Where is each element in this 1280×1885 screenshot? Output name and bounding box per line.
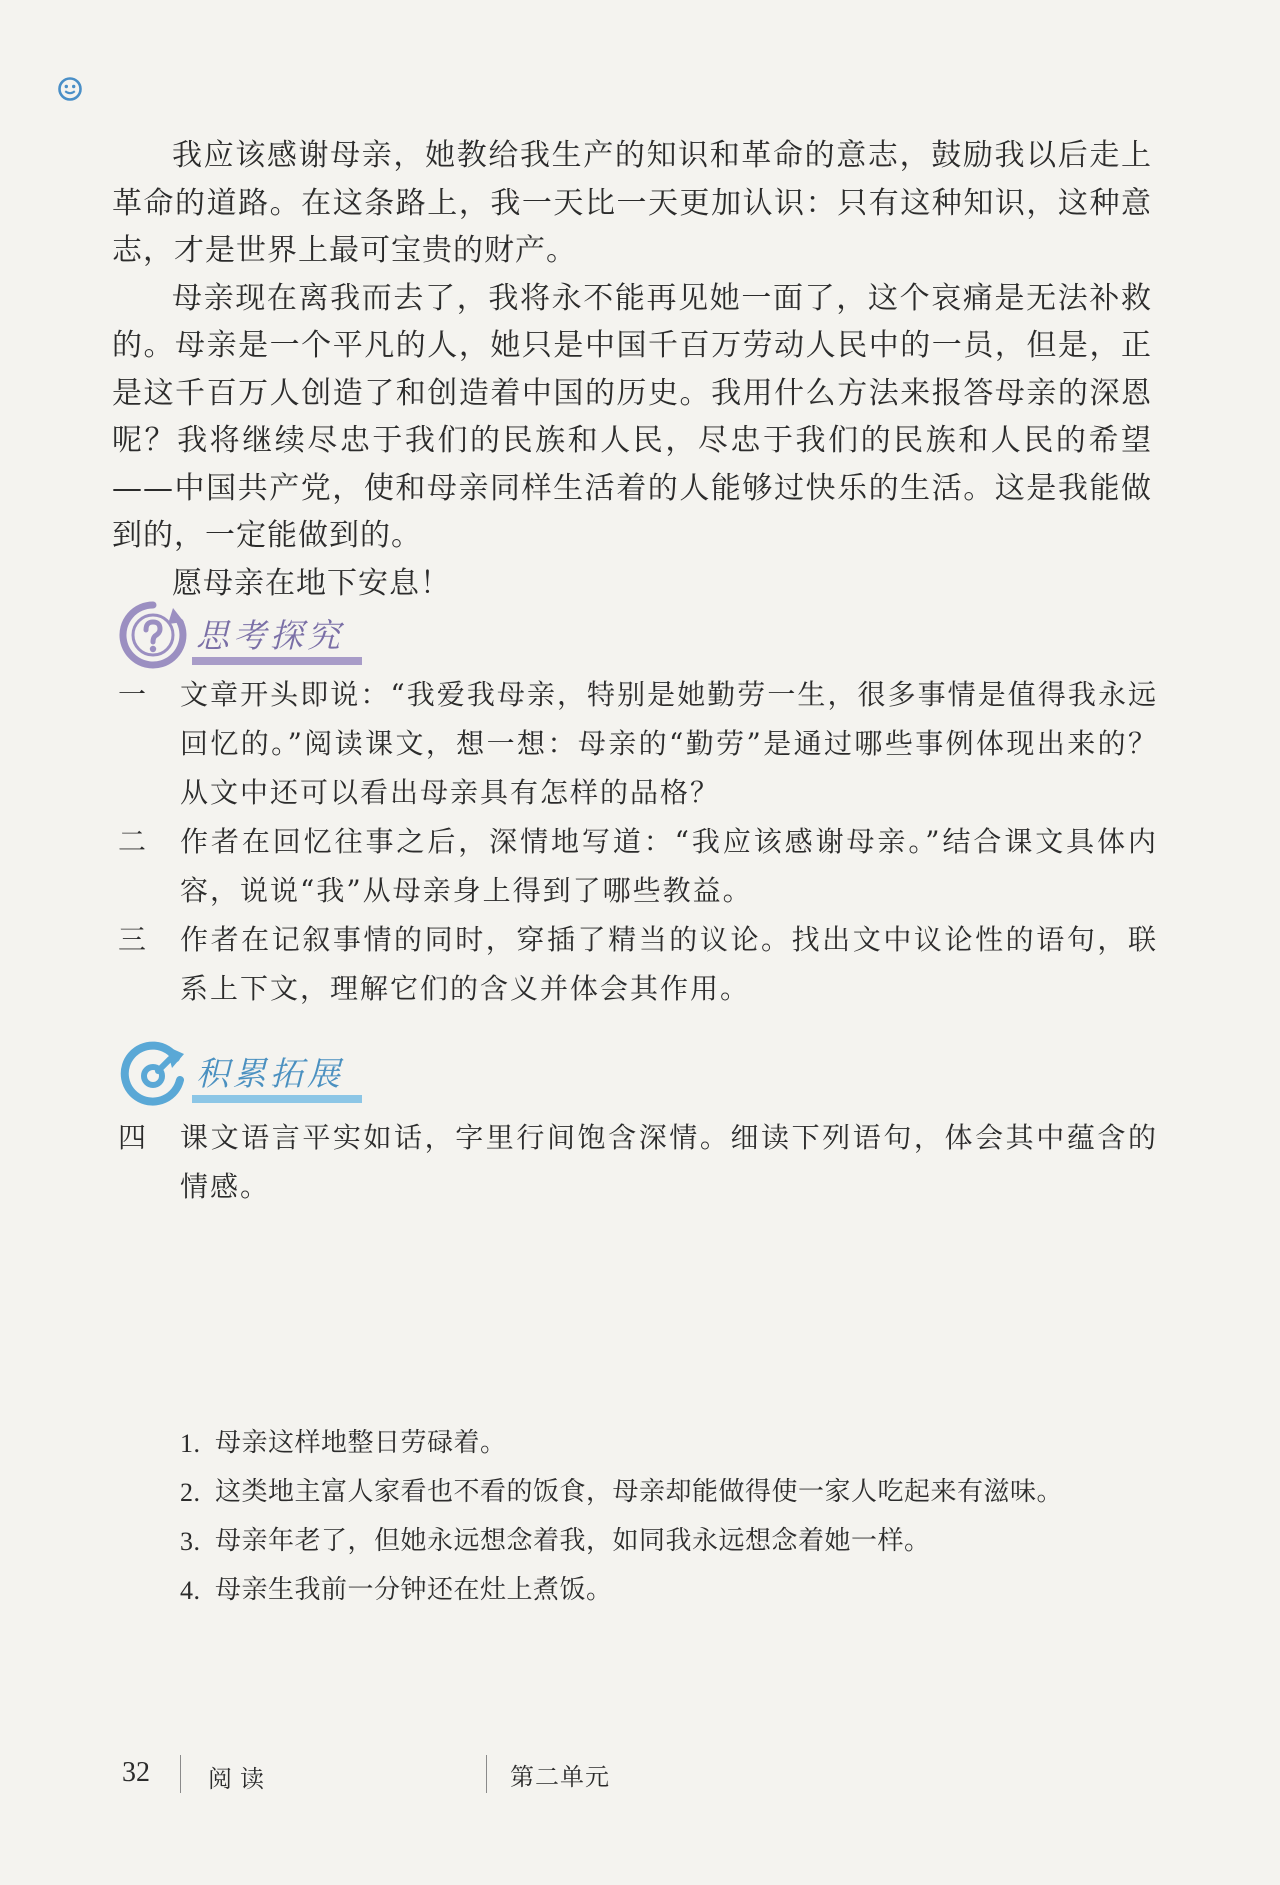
accum-section-header: [118, 1038, 378, 1124]
sentence-list: [180, 1419, 1063, 1615]
body-paragraph: 我应该感谢母亲，她教给我生产的知识和革命的意志，鼓励我以后走上革命的道路。在这条路上，我一天比一天更加认识：只有这种知识，这种意志，才是世界上最可宝贵的财产。: [112, 138, 1152, 268]
question-text: 课文语言平实如话，字里行间饱含深情。细读下列语句，体会其中蕴含的情感。: [180, 1121, 1158, 1203]
footer-section-name: 阅读: [208, 1765, 272, 1793]
body-paragraph: 愿母亲在地下安息！: [172, 565, 451, 601]
accum-section-underline: [192, 1095, 362, 1103]
sentence-text: 这类地主富人家看也不看的饭食，母亲却能做得使一家人吃起来有滋味。: [215, 1477, 1064, 1507]
body-text: [112, 132, 1152, 607]
think-section-underline: [192, 657, 362, 665]
sentence-text: 母亲年老了，但她永远想念着我，如同我永远想念着她一样。: [215, 1526, 931, 1556]
page-number: 32: [122, 1757, 150, 1788]
sentence-text: 母亲这样地整日劳碌着。: [215, 1428, 507, 1458]
question-number: 三: [118, 923, 149, 956]
sentence-number: 2.: [180, 1478, 201, 1507]
sentence-item: [180, 1517, 1063, 1566]
sentence-number: 4.: [180, 1576, 201, 1605]
sentence-number: 1.: [180, 1429, 201, 1458]
question-number: 二: [118, 825, 149, 858]
question-item: [118, 915, 1158, 1013]
think-section-title: 思考探究: [196, 616, 344, 655]
body-paragraph: 母亲现在离我而去了，我将永不能再见她一面了，这个哀痛是无法补救的。母亲是一个平凡的人，她只是中国千百万劳动人民中的一员，但是，正是这千百万人创造了和创造着中国的历史。我用什么方法来报答母亲的深恩呢？我将继续尽忠于我们的民族和人民，尽忠于我们的民族和人民的希望——中国共产党，使和母亲同样生活着的人能够过快乐的生活。这是我能做到的，一定能做到的。: [112, 280, 1152, 553]
refresh-arrow-icon: [118, 1038, 188, 1108]
question-item: [118, 670, 1158, 817]
sentence-item: [180, 1468, 1063, 1517]
accum-question-list: [118, 1113, 1158, 1211]
footer-divider: [486, 1755, 487, 1793]
think-question-list: [118, 670, 1158, 1013]
question-text: 作者在回忆往事之后，深情地写道：“我应该感谢母亲。”结合课文具体内容，说说“我”从母亲身上得到了哪些教益。: [180, 825, 1158, 907]
question-number: 一: [118, 678, 149, 711]
sentence-text: 母亲生我前一分钟还在灶上煮饭。: [215, 1575, 613, 1605]
sentence-item: [180, 1566, 1063, 1615]
question-text: 文章开头即说：“我爱我母亲，特别是她勤劳一生，很多事情是值得我永远回忆的。”阅读课文，想一想：母亲的“勤劳”是通过哪些事例体现出来的？从文中还可以看出母亲具有怎样的品格？: [180, 678, 1158, 809]
page-footer: [0, 1755, 1280, 1795]
sentence-item: [180, 1419, 1063, 1468]
sentence-number: 3.: [180, 1527, 201, 1556]
footer-unit-name: 第二单元: [510, 1763, 610, 1791]
question-mark-icon: [118, 600, 188, 670]
question-text: 作者在记叙事情的同时，穿插了精当的议论。找出文中议论性的语句，联系上下文，理解它们的含义并体会其作用。: [180, 923, 1158, 1005]
question-item: [118, 1113, 1158, 1211]
question-number: 四: [118, 1121, 149, 1154]
accum-section-title: 积累拓展: [196, 1054, 344, 1093]
footer-divider: [180, 1755, 181, 1793]
smiley-icon: [57, 76, 83, 102]
question-item: [118, 817, 1158, 915]
